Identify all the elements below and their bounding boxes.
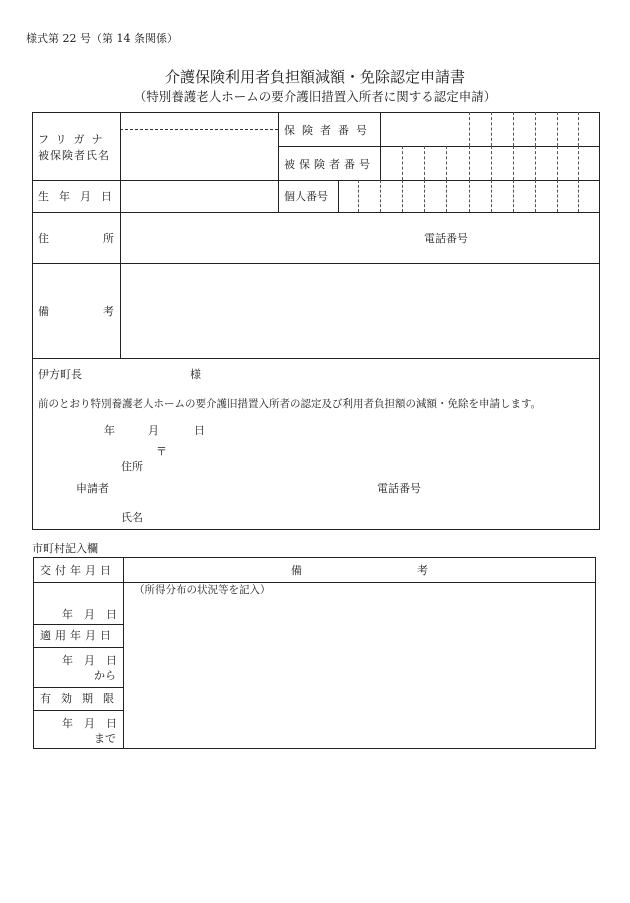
insured-number-input[interactable] bbox=[382, 147, 598, 179]
address-input[interactable] bbox=[122, 214, 418, 262]
birthdate-label: 生年月日 bbox=[38, 190, 122, 203]
remarks-note: （所得分布の状況等を記入） bbox=[134, 584, 271, 596]
applicant-address-label: 住所 bbox=[121, 460, 143, 473]
postal-mark: 〒 bbox=[156, 445, 167, 458]
apply-date-label: 適用年月日 bbox=[40, 629, 115, 642]
my-number-label: 個人番号 bbox=[284, 190, 328, 203]
declaration-statement: 前のとおり特別養護老人ホームの要介護旧措置入所者の認定及び利用者負担額の減額・免除を申請します。 bbox=[38, 398, 542, 410]
insurer-number-label: 保険者番号 bbox=[284, 124, 374, 137]
insured-number-label: 被保険者番号 bbox=[284, 158, 374, 171]
form-title: 介護保険利用者負担額減額・免除認定申請書 bbox=[164, 68, 465, 86]
furigana-input[interactable] bbox=[122, 113, 276, 128]
remarks-input[interactable] bbox=[122, 265, 598, 357]
addressee: 伊方町長 bbox=[38, 368, 82, 381]
applicant-address-input[interactable] bbox=[160, 456, 360, 476]
insured-name-label: 被保険者氏名 bbox=[38, 149, 110, 162]
form-number: 様式第 22 号（第 14 条関係） bbox=[26, 32, 178, 45]
applicant-phone-input[interactable] bbox=[430, 478, 590, 498]
remarks-label: 備 考 bbox=[38, 305, 114, 318]
honorific: 様 bbox=[190, 368, 201, 381]
until-label: まで bbox=[94, 732, 116, 745]
municipal-section-label: 市町村記入欄 bbox=[32, 542, 98, 555]
from-label: から bbox=[94, 669, 116, 682]
date-year: 年 bbox=[104, 424, 115, 437]
date-month: 月 bbox=[148, 424, 159, 437]
applicant-name-input[interactable] bbox=[160, 506, 360, 526]
my-number-input[interactable] bbox=[340, 181, 598, 211]
applicant-phone-label: 電話番号 bbox=[377, 482, 421, 495]
applicant-name-label: 氏名 bbox=[121, 511, 143, 524]
furigana-label: フリガナ bbox=[38, 133, 110, 146]
applicant-label: 申請者 bbox=[76, 482, 109, 495]
apply-date-value: 年 月 日 bbox=[62, 654, 117, 667]
municipal-remarks-input[interactable] bbox=[125, 600, 594, 748]
validity-label: 有効期限 bbox=[40, 692, 124, 705]
address-label: 住 所 bbox=[38, 232, 114, 245]
date-day: 日 bbox=[194, 424, 205, 437]
validity-date-value: 年 月 日 bbox=[62, 717, 117, 730]
insurer-number-input[interactable] bbox=[382, 113, 598, 145]
phone-label: 電話番号 bbox=[424, 232, 468, 245]
issue-date-label: 交付年月日 bbox=[40, 564, 115, 577]
form-subtitle: （特別養護老人ホームの要介護旧措置入所者に関する認定申請） bbox=[133, 89, 497, 104]
remarks-header-left: 備 bbox=[291, 564, 302, 577]
issue-date-value: 年 月 日 bbox=[62, 608, 117, 621]
application-date-input[interactable] bbox=[60, 421, 210, 439]
remarks-header-right: 考 bbox=[417, 564, 428, 577]
insured-name-input[interactable] bbox=[122, 131, 276, 179]
birthdate-input[interactable] bbox=[122, 181, 276, 211]
phone-input[interactable] bbox=[480, 214, 598, 262]
